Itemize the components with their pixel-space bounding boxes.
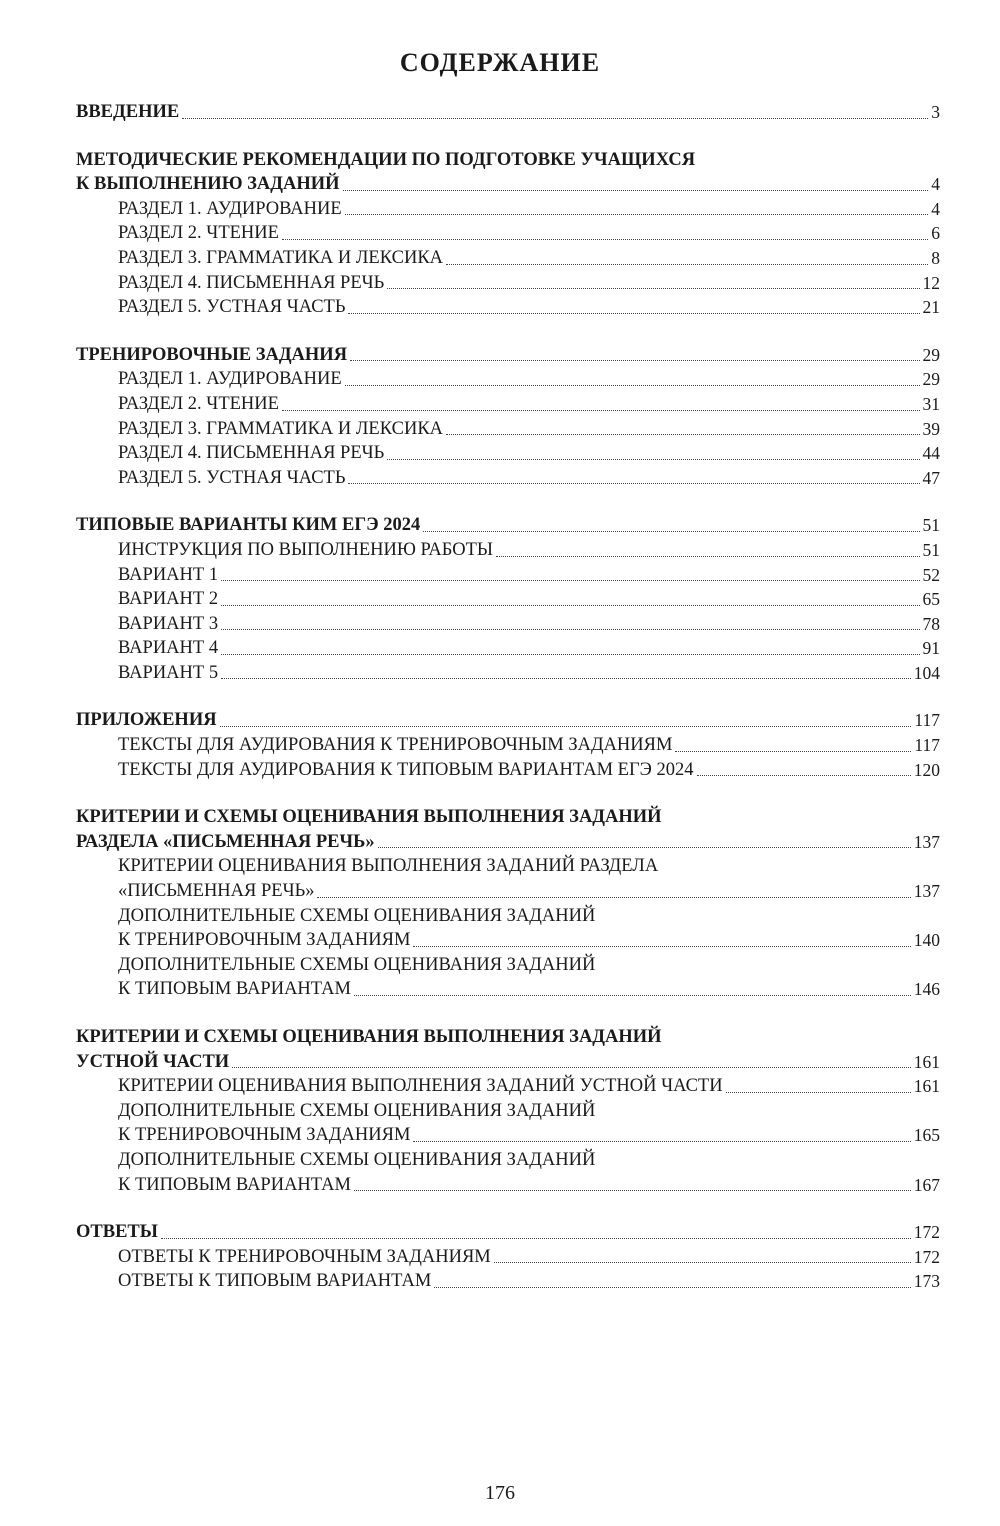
- toc-item-text: ТЕКСТЫ ДЛЯ АУДИРОВАНИЯ К ТИПОВЫМ ВАРИАНТАМ ЕГЭ 2024: [118, 759, 694, 780]
- toc-item-text: РАЗДЕЛ 1. АУДИРОВАНИЕ: [118, 369, 342, 390]
- toc-item-line: [76, 392, 940, 417]
- dot-leader: [345, 214, 929, 215]
- page-title: СОДЕРЖАНИЕ: [399, 48, 601, 77]
- section-heading-text: РАЗДЕЛА «ПИСЬМЕННАЯ РЕЧЬ»: [76, 831, 375, 852]
- section-heading-text: МЕТОДИЧЕСКИЕ РЕКОМЕНДАЦИИ ПО ПОДГОТОВКЕ УЧАЩИХСЯ: [76, 149, 696, 170]
- section-heading-text: КРИТЕРИИ И СХЕМЫ ОЦЕНИВАНИЯ ВЫПОЛНЕНИЯ ЗАДАНИЙ: [76, 807, 662, 828]
- toc-section: [76, 805, 940, 1002]
- toc-item-line: [76, 1269, 940, 1294]
- dot-leader: [434, 1287, 910, 1288]
- dot-leader: [387, 459, 919, 460]
- toc-item-page: 39: [922, 418, 940, 439]
- section-heading-page: 29: [922, 344, 940, 365]
- toc-item-page: 146: [913, 979, 940, 1000]
- section-heading-page: 117: [914, 710, 940, 731]
- dot-leader: [446, 264, 928, 265]
- toc-item-page: 6: [931, 223, 940, 244]
- section-heading-page: 51: [922, 515, 940, 536]
- toc-section: [76, 148, 940, 320]
- toc-item-text: КРИТЕРИИ ОЦЕНИВАНИЯ ВЫПОЛНЕНИЯ ЗАДАНИЙ УСТНОЙ ЧАСТИ: [118, 1076, 723, 1097]
- dot-leader: [221, 678, 911, 679]
- section-heading-page: 137: [913, 831, 940, 852]
- toc-item-page: 161: [913, 1076, 940, 1097]
- toc-item-text: ВАРИАНТ 2: [118, 589, 219, 610]
- toc-item-line: [76, 538, 940, 563]
- dot-leader: [221, 605, 919, 606]
- toc-item-line: [76, 1099, 940, 1124]
- dot-leader: [348, 313, 919, 314]
- toc-item-text: ОТВЕТЫ К ТИПОВЫМ ВАРИАНТАМ: [118, 1271, 432, 1292]
- dot-leader: [232, 1067, 911, 1068]
- toc-item-page: 21: [922, 297, 940, 318]
- toc-item-line: [76, 854, 940, 879]
- toc-item-line: [76, 1245, 940, 1270]
- toc-item-page: 167: [913, 1174, 940, 1195]
- dot-leader: [494, 1262, 911, 1263]
- dot-leader: [348, 483, 919, 484]
- toc-item-text: КРИТЕРИИ ОЦЕНИВАНИЯ ВЫПОЛНЕНИЯ ЗАДАНИЙ РАЗДЕЛА: [118, 856, 659, 877]
- section-heading-line: [76, 1050, 940, 1075]
- toc-item-page: 137: [913, 881, 940, 902]
- toc-item-text: К ТРЕНИРОВОЧНЫМ ЗАДАНИЯМ: [118, 1125, 411, 1146]
- toc-item-text: ВАРИАНТ 4: [118, 638, 219, 659]
- section-heading-line: [76, 830, 940, 855]
- toc-subitems: [76, 367, 940, 490]
- toc-subitems: [76, 197, 940, 320]
- toc-item-page: 117: [914, 735, 940, 756]
- toc-item-line: [76, 441, 940, 466]
- toc-item-text: ДОПОЛНИТЕЛЬНЫЕ СХЕМЫ ОЦЕНИВАНИЯ ЗАДАНИЙ: [118, 905, 596, 926]
- toc-item-page: 165: [913, 1125, 940, 1146]
- toc-item-text: ОТВЕТЫ К ТРЕНИРОВОЧНЫМ ЗАДАНИЯМ: [118, 1246, 491, 1267]
- dot-leader: [282, 410, 920, 411]
- dot-leader: [354, 1190, 911, 1191]
- section-heading-line: [76, 343, 940, 368]
- toc-item-text: РАЗДЕЛ 5. УСТНАЯ ЧАСТЬ: [118, 297, 346, 318]
- section-heading-text: ТРЕНИРОВОЧНЫЕ ЗАДАНИЯ: [76, 344, 348, 365]
- dot-leader: [697, 775, 911, 776]
- toc-item-text: РАЗДЕЛ 2. ЧТЕНИЕ: [118, 393, 279, 414]
- toc-item-page: 78: [922, 613, 940, 634]
- toc-item-text: ВАРИАНТ 1: [118, 564, 219, 585]
- dot-leader: [496, 556, 919, 557]
- toc-item-line: [76, 928, 940, 953]
- toc-item-line: [76, 271, 940, 296]
- section-heading-text: УСТНОЙ ЧАСТИ: [76, 1051, 230, 1072]
- toc-item-line: [76, 1074, 940, 1099]
- toc-item-page: 4: [931, 198, 940, 219]
- dot-leader: [413, 1141, 910, 1142]
- dot-leader: [446, 434, 919, 435]
- section-heading-text: ПРИЛОЖЕНИЯ: [76, 710, 217, 731]
- toc-subitems: [76, 538, 940, 686]
- toc-item-text: К ТРЕНИРОВОЧНЫМ ЗАДАНИЯМ: [118, 930, 411, 951]
- section-heading-line: [76, 172, 940, 197]
- section-heading-line: [76, 513, 940, 538]
- toc-item-line: [76, 879, 940, 904]
- toc-item-page: 120: [913, 759, 940, 780]
- toc-item-page: 91: [922, 638, 940, 659]
- toc-item-page: 12: [922, 272, 940, 293]
- dot-leader: [317, 897, 910, 898]
- toc-item-line: [76, 587, 940, 612]
- toc-subitems: [76, 854, 940, 1002]
- dot-leader: [221, 654, 919, 655]
- toc-item-page: 172: [913, 1246, 940, 1267]
- section-heading-page: 172: [913, 1222, 940, 1243]
- toc-item-text: ВАРИАНТ 3: [118, 613, 219, 634]
- dot-leader: [675, 751, 911, 752]
- toc-item-line: [76, 417, 940, 442]
- toc-item-page: 31: [922, 393, 940, 414]
- toc-item-line: [76, 466, 940, 491]
- dot-leader: [387, 288, 919, 289]
- toc-item-line: [76, 612, 940, 637]
- toc-subitems: [76, 1245, 940, 1294]
- toc-item-text: ВАРИАНТ 5: [118, 662, 219, 683]
- toc-item-line: [76, 636, 940, 661]
- toc-section: [76, 708, 940, 782]
- section-heading-line: [76, 1025, 940, 1050]
- toc-item-line: [76, 1173, 940, 1198]
- toc-item-line: [76, 758, 940, 783]
- toc-subitems: [76, 1074, 940, 1197]
- toc-item-text: ИНСТРУКЦИЯ ПО ВЫПОЛНЕНИЮ РАБОТЫ: [118, 539, 494, 560]
- toc-item-text: РАЗДЕЛ 3. ГРАММАТИКА И ЛЕКСИКА: [118, 247, 444, 268]
- toc-item-page: 47: [922, 467, 940, 488]
- dot-leader: [378, 847, 911, 848]
- dot-leader: [221, 580, 919, 581]
- dot-leader: [345, 385, 920, 386]
- toc-item-line: [76, 246, 940, 271]
- toc-item-line: [76, 661, 940, 686]
- table-of-contents: [76, 100, 940, 1294]
- toc-section: [76, 513, 940, 685]
- toc-item-line: [76, 221, 940, 246]
- dot-leader: [354, 995, 911, 996]
- dot-leader: [221, 629, 919, 630]
- toc-item-text: ДОПОЛНИТЕЛЬНЫЕ СХЕМЫ ОЦЕНИВАНИЯ ЗАДАНИЙ: [118, 1149, 596, 1170]
- dot-leader: [282, 239, 928, 240]
- toc-item-line: [76, 953, 940, 978]
- section-heading-page: 3: [931, 102, 940, 122]
- toc-item-text: РАЗДЕЛ 3. ГРАММАТИКА И ЛЕКСИКА: [118, 418, 444, 439]
- toc-item-page: 44: [922, 443, 940, 464]
- section-heading-text: КРИТЕРИИ И СХЕМЫ ОЦЕНИВАНИЯ ВЫПОЛНЕНИЯ ЗАДАНИЙ: [76, 1027, 662, 1047]
- page-number: 176: [485, 1482, 515, 1504]
- toc-section: [76, 1025, 940, 1197]
- section-heading-text: ОТВЕТЫ: [76, 1222, 158, 1243]
- section-heading-page: 4: [931, 174, 940, 195]
- dot-leader: [182, 118, 928, 119]
- section-heading-line: [76, 708, 940, 733]
- section-heading-text: ТИПОВЫЕ ВАРИАНТЫ КИМ ЕГЭ 2024: [76, 515, 421, 536]
- dot-leader: [161, 1238, 911, 1239]
- toc-item-text: ТЕКСТЫ ДЛЯ АУДИРОВАНИЯ К ТРЕНИРОВОЧНЫМ ЗАДАНИЯМ: [118, 735, 673, 756]
- toc-item-page: 29: [922, 369, 940, 390]
- toc-item-page: 173: [913, 1271, 940, 1292]
- toc-item-page: 65: [922, 589, 940, 610]
- toc-subitems: [76, 733, 940, 782]
- toc-item-text: ДОПОЛНИТЕЛЬНЫЕ СХЕМЫ ОЦЕНИВАНИЯ ЗАДАНИЙ: [118, 1100, 596, 1121]
- toc-section: [76, 100, 940, 125]
- dot-leader: [726, 1092, 911, 1093]
- dot-leader: [423, 531, 919, 532]
- section-heading-line: [76, 1220, 940, 1245]
- toc-section: [76, 1220, 940, 1294]
- dot-leader: [350, 360, 919, 361]
- toc-item-text: РАЗДЕЛ 4. ПИСЬМЕННАЯ РЕЧЬ: [118, 272, 385, 293]
- toc-item-text: РАЗДЕЛ 1. АУДИРОВАНИЕ: [118, 198, 342, 219]
- dot-leader: [343, 190, 929, 191]
- toc-section: [76, 343, 940, 491]
- toc-item-line: [76, 367, 940, 392]
- section-heading-line: [76, 148, 940, 173]
- toc-item-line: [76, 904, 940, 929]
- toc-item-line: [76, 977, 940, 1002]
- toc-item-page: 8: [931, 247, 940, 268]
- dot-leader: [220, 726, 912, 727]
- section-heading-text: К ВЫПОЛНЕНИЮ ЗАДАНИЙ: [76, 174, 340, 195]
- toc-item-page: 51: [922, 539, 940, 560]
- toc-item-text: РАЗДЕЛ 2. ЧТЕНИЕ: [118, 223, 279, 244]
- toc-item-text: ДОПОЛНИТЕЛЬНЫЕ СХЕМЫ ОЦЕНИВАНИЯ ЗАДАНИЙ: [118, 954, 596, 975]
- toc-item-text: «ПИСЬМЕННАЯ РЕЧЬ»: [118, 881, 315, 902]
- toc-item-text: РАЗДЕЛ 5. УСТНАЯ ЧАСТЬ: [118, 467, 346, 488]
- toc-item-page: 140: [913, 930, 940, 951]
- toc-item-line: [76, 1148, 940, 1173]
- toc-item-line: [76, 733, 940, 758]
- section-heading-page: 161: [913, 1051, 940, 1072]
- section-heading-line: [76, 100, 940, 125]
- toc-item-text: РАЗДЕЛ 4. ПИСЬМЕННАЯ РЕЧЬ: [118, 443, 385, 464]
- dot-leader: [413, 946, 910, 947]
- toc-item-line: [76, 295, 940, 320]
- toc-item-text: К ТИПОВЫМ ВАРИАНТАМ: [118, 979, 351, 1000]
- toc-item-line: [76, 1123, 940, 1148]
- toc-item-line: [76, 563, 940, 588]
- toc-item-page: 104: [913, 662, 940, 683]
- toc-item-page: 52: [922, 564, 940, 585]
- toc-item-text: К ТИПОВЫМ ВАРИАНТАМ: [118, 1174, 351, 1195]
- section-heading-text: ВВЕДЕНИЕ: [76, 102, 180, 122]
- toc-item-line: [76, 197, 940, 222]
- section-heading-line: [76, 805, 940, 830]
